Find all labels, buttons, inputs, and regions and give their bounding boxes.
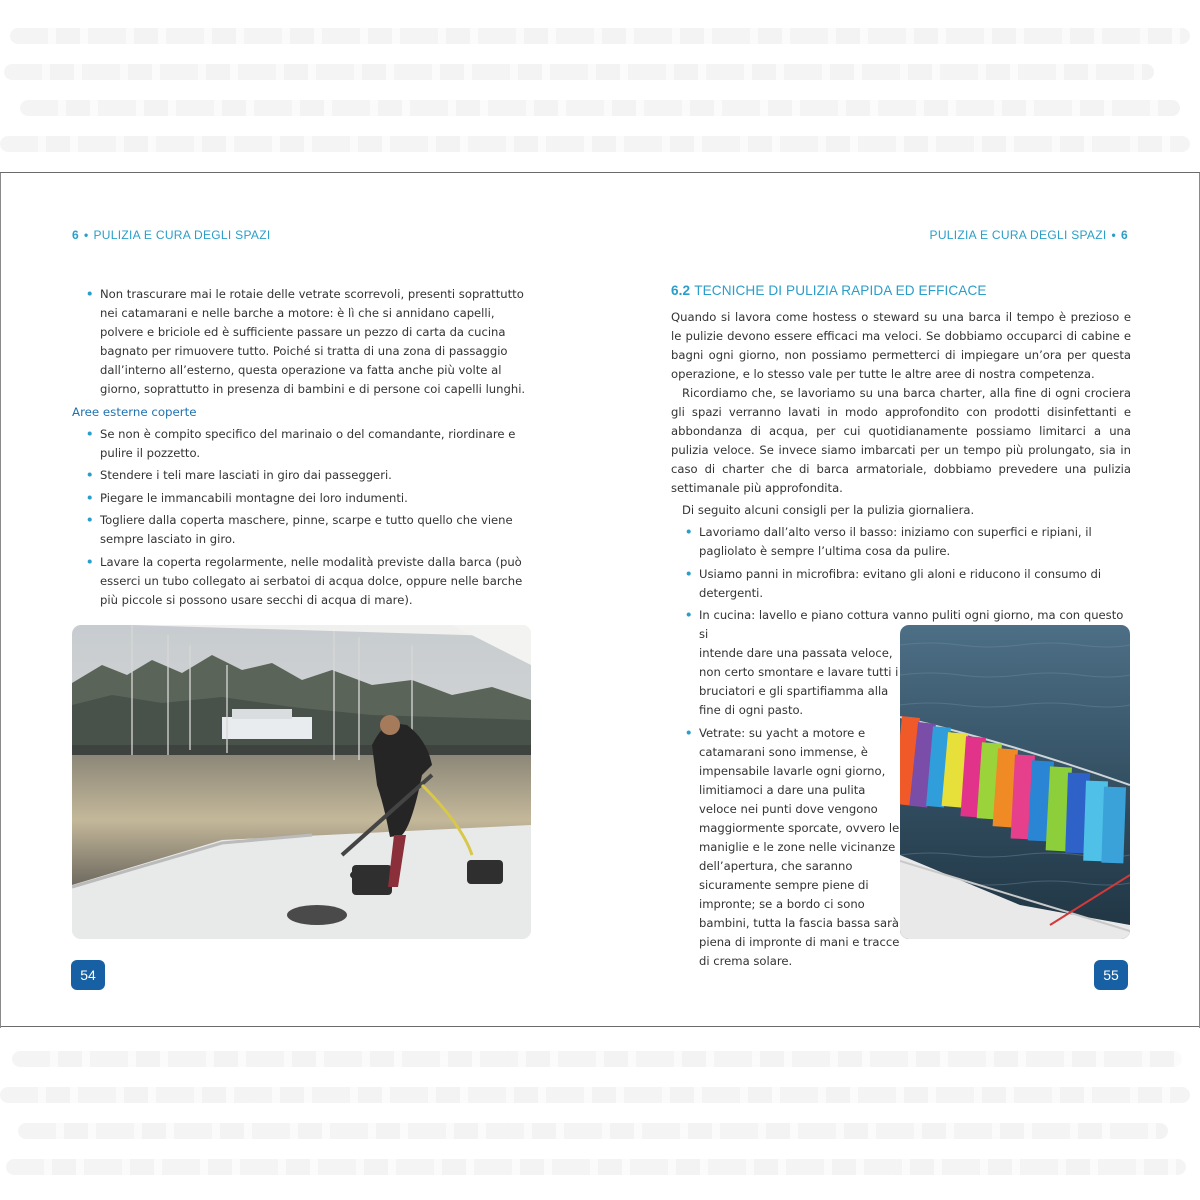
- right-page: [600, 173, 1200, 1028]
- list-item: • Lavare la coperta regolarmente, nelle modalità previste dalla barca (può esserci un tubo collegato ai serbatoi di acqua dolce, oppure nelle barche più piccole si possono usare secchi di acqua di mare).: [72, 553, 532, 610]
- separator-dot: •: [1111, 228, 1117, 242]
- left-body: [72, 285, 532, 613]
- paragraph: Quando si lavora come hostess o steward su una barca il tempo è prezioso e le pulizie devono essere efficaci ma veloci. Se dobbiamo occuparci di cabine e bagni ogni giorno, non possiamo permetterci di impiegare un’ora per questa operazione, e lo stesso vale per tutte le altre aree di nostra competenza.: [671, 310, 1131, 381]
- chapter-number: 6: [72, 228, 79, 242]
- page-number-badge: 55: [1094, 960, 1128, 990]
- list-item: • Piegare le immancabili montagne dei loro indumenti.: [72, 489, 532, 508]
- photo-microfiber-cloths-drying: [900, 625, 1130, 939]
- chapter-title: PULIZIA E CURA DEGLI SPAZI: [929, 228, 1107, 242]
- bullet-list-outdoor: [72, 425, 532, 610]
- left-page: [0, 173, 600, 1028]
- cucina-first-line: In cucina: lavello e piano cottura vanno puliti ogni giorno, ma con questo si: [699, 608, 1124, 641]
- cucina-rest: intende dare una passata veloce, non certo smontare e lavare tutti i bruciatori e gli spartifiamma alla fine di ogni pasto.: [699, 646, 899, 717]
- subheading: Aree esterne coperte: [72, 404, 197, 419]
- background-blur-bottom: [0, 1027, 1200, 1200]
- running-head-right: [930, 228, 1128, 242]
- page-number-badge: 54: [71, 960, 105, 990]
- list-item: • Non trascurare mai le rotaie delle vetrate scorrevoli, presenti soprattutto nei catamarani e nelle barche a motore: è lì che si annidano capelli, polvere e briciole ed è sufficiente passare un pezzo di carta da cucina bagnato per rimuovere tutto. Poiché si tratta di una zona di passaggio dall’interno all’esterno, questa operazione va fatta anche più volte al giorno, soprattutto in presenza di bambini e di persone coi capelli lunghi.: [72, 285, 532, 399]
- list-item: • Togliere dalla coperta maschere, pinne, scarpe e tutto quello che viene sempre lasciato in giro.: [72, 511, 532, 549]
- list-item: • Stendere i teli mare lasciati in giro dai passeggeri.: [72, 466, 532, 485]
- background-blur-top: [0, 0, 1200, 172]
- chapter-title: PULIZIA E CURA DEGLI SPAZI: [93, 228, 271, 242]
- paragraph: Ricordiamo che, se lavoriamo su una barca charter, alla fine di ogni crociera gli spazi verranno lavati in modo approfondito con prodotti disinfettanti e abbondanza di acqua, per cui quotidianamente possiamo limitarci a una pulizia veloce. Se invece siamo imbarcati per un tempo più prolungato, sia in caso di charter che di barca armatoriale, dobbiamo prevedere una pulizia settimanale più approfondita.: [671, 386, 1131, 495]
- section-heading: [671, 281, 1131, 300]
- intro-line: Di seguito alcuni consigli per la pulizia giornaliera.: [682, 503, 975, 517]
- separator-dot: •: [83, 228, 89, 242]
- running-head-left: [72, 228, 270, 242]
- list-item: • Lavoriamo dall’alto verso il basso: iniziamo con superfici e ripiani, il pagliolato è sempre l’ultima cosa da pulire.: [671, 523, 1131, 561]
- bullet-list-top: [72, 285, 532, 399]
- photo-deck-cleaning: [72, 625, 531, 939]
- list-item: • Se non è compito specifico del marinaio o del comandante, riordinare e pulire il pozzetto.: [72, 425, 532, 463]
- section-number: 6.2: [671, 283, 691, 298]
- list-item: • Usiamo panni in microfibra: evitano gli aloni e riducono il consumo di detergenti.: [671, 565, 1131, 603]
- chapter-number: 6: [1121, 228, 1128, 242]
- section-title: TECNICHE DI PULIZIA RAPIDA ED EFFICACE: [694, 283, 987, 298]
- book-spread: [0, 172, 1200, 1027]
- vetrate-text: • Vetrate: su yacht a motore e catamarani sono immense, è impensabile lavarle ogni giorno, limitiamoci a dare una pulita veloce nei punti dove vengono maggiormente sporcate, ovvero le maniglie e le zone nelle vicinanze dell’apertura, che saranno sicuramente sempre piene di impronte; se a bordo ci sono bambini, tutta la fascia bassa sarà piena di impronte di mani e tracce di crema solare.: [699, 725, 900, 968]
